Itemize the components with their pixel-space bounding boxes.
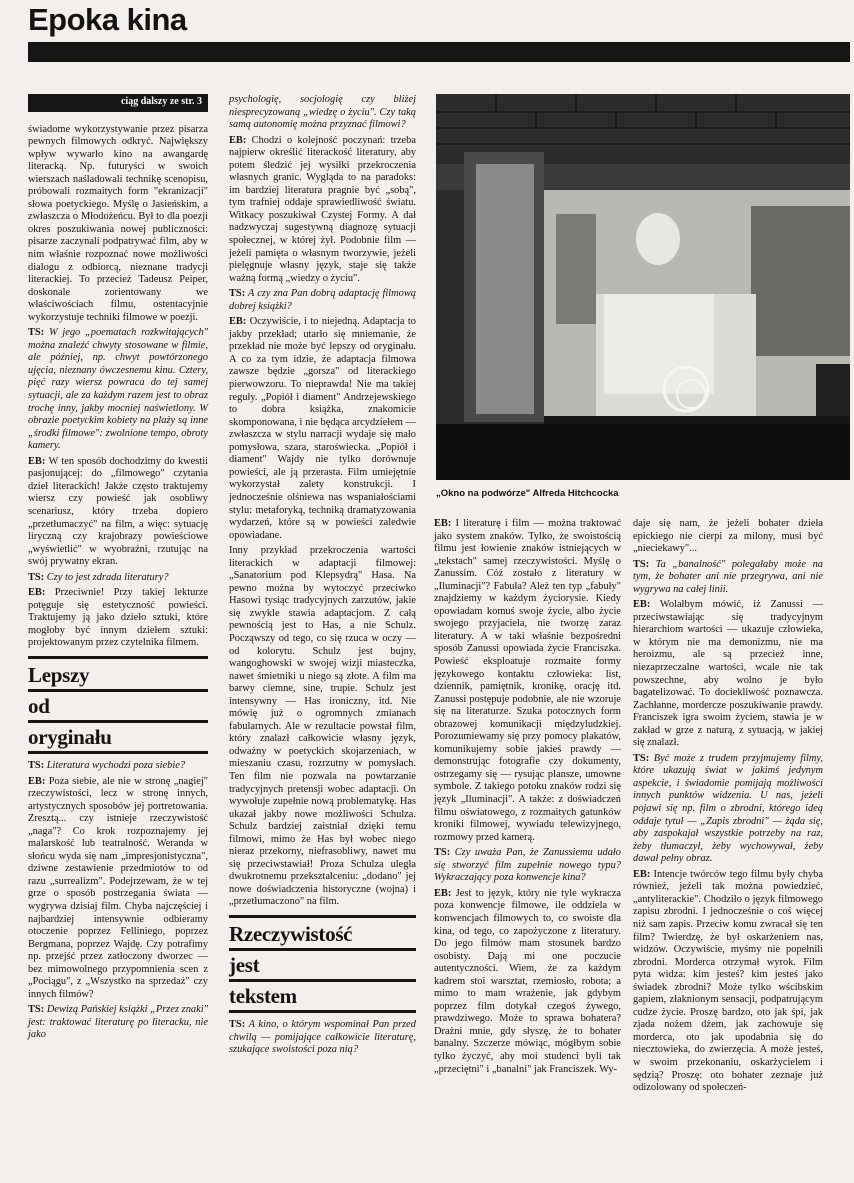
paragraph: Inny przykład przekroczenia wartości literackich w adaptacji filmowej: „Sanatorium pod Klepsydrą" Hasa. Na pewno można by wytoczyć przeciwko Hasowi tysiąc tradycyjnych zarzutów, jakie się zwykle stawia adaptacjom. Z całą pewnością jest to Has, a nie Schulz. Począwszy od tego, co się rzuca w oczy — od kolorytu. Schulz jest bujny, wangoghowski w swojej wizji miasteczka, nawet śmietniki u niego są złote. A film ma barwy ciemne, sine, trupie. Schulz jest intensywny — Has ironiczny, itd. Nie mówię już o ogromnych zmianach fabularnych. Ale w rezultacie powstał film, który znalazł całkowicie własny język, odważny w poetyckich skojarzeniach, w mieszaniu czasu, rozrzutny w pomysłach. Ten film nie pozwala na powtarzanie tradycyjnych pretensji wobec adaptacji. On wywołuje zupełnie nową problematykę. Has ukazał jakby nowe możliwości Schulza. Schulz bardziej zaistniał dzięki temu filmowi, mimo że Has był wobec niego nieraz przekorny, niefrasobliwy, nawet mu się przeciwstawiał! Proza Schulza uległa dwukrotnemu przekształceniu: „dodano" jej nowe doświadczenia historyczne (wojna) i „przetłumaczono" na film. — [229, 545, 416, 908]
interviewer-question: TS: W jego „poematach rozkwitających" można znaleźć chwyty stosowane w filmie, ale później, np. chwyt powtórzonego ujęcia, nieznany ówczesnemu kinu. Cztery, pięć razy wiersz powraca do tej samej sytuacji, ale za każdym razem jest to obraz trochę inny, jakby mocniej naświetlony. W obrazie poetyckim kobiety na plaży są inne „środki filmowe": zwolnione tempo, obroty kamery. — [28, 327, 208, 452]
question-continuation: psychologię, socjologię czy bliżej niesprecyzowaną „wiedzę o życiu". Czy taką samą autonomię można przyznać filmowi? — [229, 94, 416, 131]
interviewer-question: TS: A czy zna Pan dobrą adaptację filmową dobrej książki? — [229, 288, 417, 312]
subheading-line: od — [28, 694, 208, 723]
answer: EB: Przeciwnie! Przy takiej lekturze potęguje się estetyczność powieści. Traktujemy ją jako dzieło sztuki, które mogłoby być innym dziełem sztuki: projektowanym przez czytelnika filmem. — [28, 587, 208, 649]
column-4 — [633, 518, 823, 1098]
answer: EB: Poza siebie, ale nie w stronę „nagiej" rzeczywistości, lecz w stronę innych, artystycznych sposobów jej portretowania. Zresztą... czy istnieje rzeczywistość „naga"? Co krok rozpoznajemy jej malarskość lub teatralność. Weranda w słońcu wyda się nam „impresjonistyczna", dziwne zestawienie przedmiotów to od razu „surrealizm". Podejrzewam, że w tej grze o sposób postrzegania świata — wygrywa dzisiaj film. Chyba najczęściej i najbardziej intensywnie odbieramy otoczenie poprzez Felliniego, poprzez Bergmana, poprzez Wajdę. Czy potrafimy np. przejść przez zatłoczony dworzec — bez mimowolnego przypomnienia scen z „Pociągu", z „Wszystko na sprzedaż" czy innych filmów? — [28, 775, 208, 1000]
subheading-line: Rzeczywistość — [229, 922, 416, 951]
continuation-box: ciąg dalszy ze str. 3 — [28, 94, 208, 112]
interviewer-question: TS: A kino, o którym wspominał Pan przed chwilą — pomijające całkowicie literaturę, szukające swoistości poza nią? — [229, 1019, 416, 1056]
photo-caption: „Okno na podwórze" Alfreda Hitchcocka — [436, 488, 619, 499]
section-rule — [28, 656, 208, 659]
film-still-photo — [436, 94, 850, 480]
interviewer-question: TS: Dewizą Pańskiej książki „Przez znaki" jest: traktować literaturę po literacku, nie jako — [28, 1004, 208, 1041]
subheading-line: Lepszy — [28, 663, 208, 692]
column-2 — [229, 94, 416, 1060]
answer: EB: Chodzi o kolejność poczynań: trzeba najpierw określić literackość literatury, aby potem śledzić jej wysiłki przekroczenia własnych granic. Wygląda to na paradoks: im bardziej literatura pragnie być „sobą", tym trafniej oddaje sprawiedliwość światu. Witkacy poszukiwał Czystej Formy. A dał nadzwyczaj sugestywną diagnozę sytuacji społecznej, w której żył. Podobnie film — jeżeli pamięta o własnym tworzywie, jeżeli pielęgnuje własny język, staje się także ważną formą „wiedzy o życiu". — [229, 134, 416, 284]
answer: EB: Wolałbym mówić, iż Zanussi — przeciwstawiając się tradycyjnym hierarchiom wartości — ukazuje człowieka, w którym nie ma demonizmu, nie ma heroizmu, ale są przecież inne, niezaprzeczalne wartości, wcale nie tak powszechne, aby wolno je było bagatelizować. To dociekliwość poznawcza. Zachłanne, mordercze poszukiwanie prawdy. Franciszek igra swoim życiem, stawia je w zakład w grze z naturą, z sytuacją, w jakiej się znalazł. — [633, 599, 823, 749]
paragraph: daje się nam, że jeżeli bohater dzieła epickiego nie cierpi za milony, musi być „nieciekawy"... — [633, 518, 823, 555]
interviewer-question: TS: Ta „banalność" polegałaby może na tym, że bohater ani nie przegrywa, ani nie wygrywa na całej linii. — [633, 558, 823, 595]
column-1 — [28, 94, 208, 1045]
answer: EB: I literaturę i film — można traktować jako system znaków. Tylko, że swoistością filmu jest łowienie znaków istniejących w „tekstach" samej rzeczywistości. Myślę o Zanussim. Cóż zostało z literatury w „Iluminacji"? Fabuła? Ależ ten typ „fabuły" znajdziemy w każdym życiorysie. Kiedy opowiadam komuś swoje życie, albo życie swojego przyjaciela, nie tworzę zaraz literatury. A w taki właśnie bezpośredni sposób Zanussi opowiada życie Franciszka. Powieść eksploatuje rozmaite formy językowego kontaktu człowieka: list, dziennik, pamiętnik, kronikę, orację itd. Zanussi postępuje podobnie, ale nie wzoruje się na literaturze. Szuka potocznych form obrazowej komunikacji międzyludzkiej. Porozumiewamy się przy pomocy plakatów, komunikujemy sobie jakieś prawdy — demonstrując fotografie czy dokumenty, ostrzegamy się — rysując plansze, umowne symbole. Z takiego potoku znaków rodzi się język „Iluminacji". A także: z doświadczeń filmu oświatowego, z rozmaitych gatunków kroniki filmowej, wywiadu telewizyjnego, rozmowy przed kamerą. — [434, 518, 621, 843]
answer: EB: Oczywiście, i to niejedną. Adaptacja to jakby przekład; utarło się mniemanie, że przekład nie może być lepszy od oryginału. A co za tym idzie, że adaptacja filmowa zawsze będzie „gorsza" od literackiego pierwowzoru. To nieprawda! Nie ma takiej reguły. „Popiół i diament" Andrzejewskiego to dobra książka, znakomicie skomponowana, i nie będąca arcydziełem — zwłaszcza w stylu narracji wydaje się mało pomysłowa, szara, staroświecka. „Popiół i diament" Wajdy nie tylko dorównuje powieści, ale ją przerasta. Film umiejętnie wykorzystał zalety konstrukcji. I jednocześnie olśniewa nas wspaniałościami stylu: metaforyką, techniką dramatyzowania wydarzeń, które są w powieści zaledwie opowiadane. — [229, 316, 416, 541]
subheading-line: tekstem — [229, 984, 416, 1013]
interviewer-question: TS: Czy uważa Pan, że Zanussiemu udało się stworzyć film zupełnie nowego typu? Wykraczający poza konwencje kina? — [434, 847, 621, 884]
interviewer-question: TS: Czy to jest zdrada literatury? — [28, 571, 169, 583]
subheading-line: jest — [229, 953, 416, 982]
interviewer-question: TS: Być może z trudem przyjmujemy filmy, które ukazują świat w jakimś jedynym aspekcie, i świadomie pomijają możliwości innych punktów widzenia. U nas, jeżeli pojawi się np. film o zbrodni, którego ideą oddaje tytuł — „Zapis zbrodni" — żąda się, aby zaspokajał wszystkie potrzeby na raz, żeby tłumaczył, żeby wychowywał, żeby dawał pełny obraz. — [633, 752, 823, 865]
film-still-image — [436, 94, 850, 480]
answer: EB: Intencje twórców tego filmu były chyba również, jeżeli tak można powiedzieć, „antyliterackie". Chodziło o język filmowego zapisu zbrodni. I jednocześnie o coś więcej niż sam zapis. Przeciw komu zwracał się ten film? Twierdzę, że był oskarżeniem nas, widzów. Oczywiście, myśmy nie popełnili zbrodni. Morderca otrzymał wyrok. Film pyta widza: kim jesteś? kim jesteś jako świadek zbrodni? Może tylko wścibskim gapiem, złaknionym sensacji, podpatrującym cudze życie. Proszę bardzo, oto jak śpi, jak zjada nożem dżem, jak zachowuje się morderca, oto jak upodabnia się do niecztowieka, do zwierzęcia. A może jesteś, w swoim przekonaniu, oskarżycielem i sędzią? Proszę: oto bohater zeznaje już odizolowany od społeczeń- — [633, 868, 823, 1094]
section-rule — [229, 915, 416, 918]
interviewer-question: TS: Literatura wychodzi poza siebie? — [28, 759, 186, 771]
answer: EB: Jest to język, który nie tyle wykracza poza konwencje filmowe, ile oddziela w konwencjach filmowych to, co swoiste dla kina, od tego, co zapożyczone z literatury. Do jego filmów mam stosunek bardzo osobisty. Dają mi one poczucie autentyczności. Wiem, że za każdym kadrem stoi warsztat, rzemiosło, robota; a mimo to mam wrażenie, jak gdybym poprzez film dotykał czegoś żywego, prawdziwego. Może to sprawa bohatera? Drażni mnie, gdy słyszę, że to bohater banalny. Szczerze mówiąc, mógłbym sobie tylko życzyć, aby moi studenci byli tak „przeciętni" i „banalni" jak Franciszek. Wy- — [434, 887, 621, 1075]
page-title: Epoka kina — [28, 2, 187, 37]
answer: EB: W ten sposób dochodzimy do kwestii pasjonującej: do „filmowego" czytania dzieł literackich! Jakże często traktujemy wiersz czy powieść jak osobliwy scenariusz, który trzeba dopiero „przetłumaczyć" na film, a więc: sytuację liryczną czy krajobrazy powieściowe „wyświetlić" w wyobraźni, rzutując na swój prywatny ekran. — [28, 455, 208, 568]
paragraph: świadome wykorzystywanie przez pisarza pewnych filmowych odkryć. Największy wpływ wywarło kino na awangardę literacką. Np. futuryści w swoich wierszach naśladowali technikę scenopisu, próbowali rozmaitych form "ekranizacji" słowa poetyckiego. Myślę o Jasieńskim, a zwłaszcza o Młodożeńcu. Był to dla poezji okres poszukiwania nowej publiczności: pisarze zaczynali podpatrywać film, aby w nim właśnie rozpoznać nowe możliwości dialogu z odbiorcą, nieznane tradycji literackiej. To przecież Tadeusz Peiper, doskonale zorientowany we właściwościach filmu, ostentacyjnie wykorzystuje techniki filmowe w poezji. — [28, 123, 208, 323]
subheading-line: oryginału — [28, 725, 208, 754]
column-3 — [434, 518, 621, 1079]
header-rule — [28, 42, 850, 62]
